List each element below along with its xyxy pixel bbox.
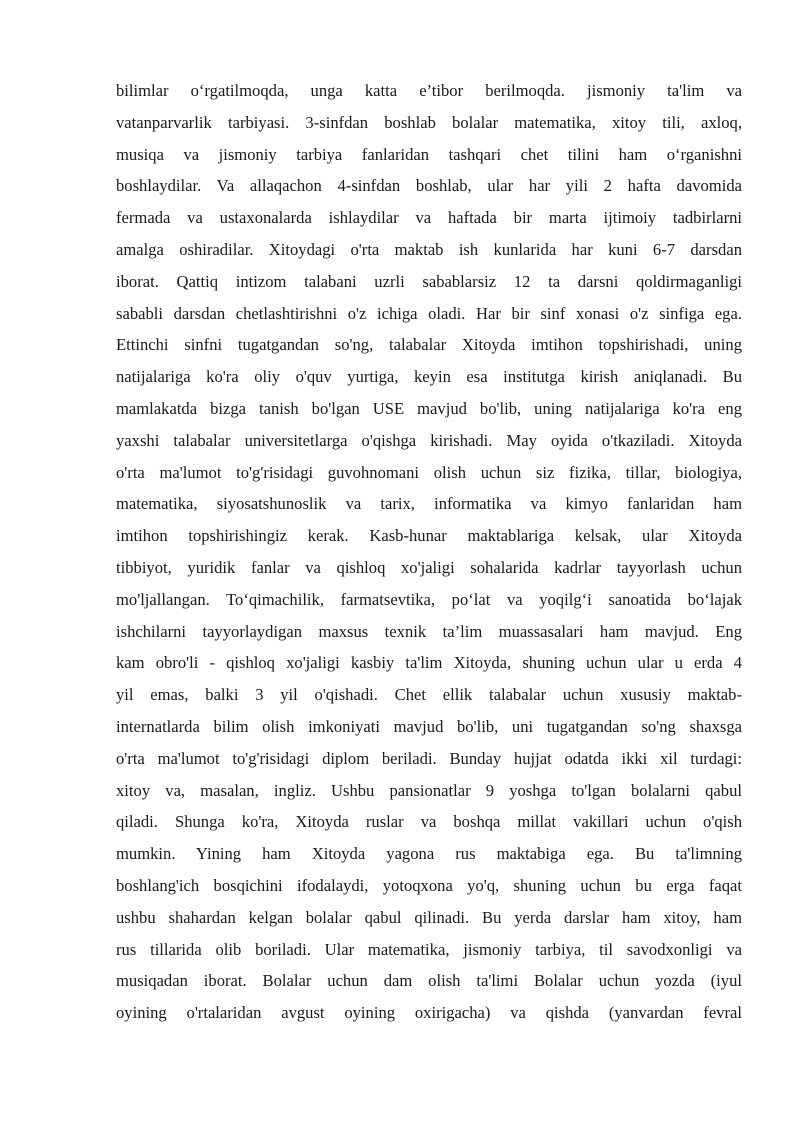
text-line: mumkin. Yining ham Xitoyda yagona rus maktabiga ega. Bu ta'limning	[116, 844, 742, 864]
text-line: Ettinchi sinfni tugatgandan so'ng, talabalar Xitoyda imtihon topshirishadi, uning	[116, 335, 742, 355]
text-line: musiqadan iborat. Bolalar uchun dam olish ta'limi Bolalar uchun yozda (iyul	[116, 971, 742, 991]
text-line: imtihon topshirishingiz kerak. Kasb-hunar maktablariga kelsak, ular Xitoyda	[116, 526, 742, 546]
text-line: boshlang'ich bosqichini ifodalaydi, yotoqxona yo'q, shuning uchun bu erga faqat	[116, 875, 742, 895]
text-line: yaxshi talabalar universitetlarga o'qishga kirishadi. May oyida o'tkaziladi. Xitoyda	[116, 430, 742, 450]
text-line: matematika, siyosatshunoslik va tarix, informatika va kimyo fanlaridan ham	[116, 494, 742, 514]
text-line: natijalariga ko'ra oliy o'quv yurtiga, keyin esa institutga kirish aniqlanadi. Bu	[116, 367, 742, 387]
text-line: qiladi. Shunga ko'ra, Xitoyda ruslar va boshqa millat vakillari uchun o'qish	[116, 812, 742, 832]
text-line: bilimlar o‘rgatilmoqda, unga katta e’tibor berilmoqda. jismoniy ta'lim va	[116, 81, 742, 100]
text-line: o'rta ma'lumot to'g'risidagi guvohnomani olish uchun siz fizika, tillar, biologiya,	[116, 462, 742, 482]
text-line: yil emas, balki 3 yil o'qishadi. Chet ellik talabalar uchun xususiy maktab-	[116, 685, 742, 705]
text-line: oyining o'rtalaridan avgust oyining oxirigacha) va qishda (yanvardan fevral	[116, 1003, 742, 1023]
text-line: ishchilarni tayyorlaydigan maxsus texnik ta’lim muassasalari ham mavjud. Eng	[116, 621, 742, 641]
text-line: kam obro'li - qishloq xo'jaligi kasbiy ta'lim Xitoyda, shuning uchun ular u erda 4	[116, 653, 742, 673]
text-line: mamlakatda bizga tanish bo'lgan USE mavjud bo'lib, uning natijalariga ko'ra eng	[116, 398, 742, 418]
text-line: o'rta ma'lumot to'g'risidagi diplom beriladi. Bunday hujjat odatda ikki xil turdagi:	[116, 748, 742, 768]
text-line: xitoy va, masalan, ingliz. Ushbu pansionatlar 9 yoshga to'lgan bolalarni qabul	[116, 780, 742, 800]
text-line: ushbu shahardan kelgan bolalar qabul qilinadi. Bu yerda darslar ham xitoy, ham	[116, 907, 742, 927]
text-line: mo'ljallangan. To‘qimachilik, farmatsevtika, po‘lat va yoqilg‘i sanoatida bo‘lajak	[116, 589, 742, 609]
text-line: vatanparvarlik tarbiyasi. 3-sinfdan boshlab bolalar matematika, xitoy tili, axloq,	[116, 112, 742, 132]
text-line: iborat. Qattiq intizom talabani uzrli sabablarsiz 12 ta darsni qoldirmaganligi	[116, 271, 742, 291]
text-line: fermada va ustaxonalarda ishlaydilar va haftada bir marta ijtimoiy tadbirlarni	[116, 208, 742, 228]
text-line: sababli darsdan chetlashtirishni o'z ichiga oladi. Har bir sinf xonasi o'z sinfiga ega.	[116, 303, 742, 323]
text-line: amalga oshiradilar. Xitoydagi o'rta maktab ish kunlarida har kuni 6-7 darsdan	[116, 239, 742, 259]
text-line: rus tillarida olib boriladi. Ular matematika, jismoniy tarbiya, til savodxonligi va	[116, 939, 742, 959]
text-line: internatlarda bilim olish imkoniyati mavjud bo'lib, uni tugatgandan so'ng shaxsga	[116, 716, 742, 736]
text-line: boshlaydilar. Va allaqachon 4-sinfdan boshlab, ular har yili 2 hafta davomida	[116, 176, 742, 196]
text-line: tibbiyot, yuridik fanlar va qishloq xo'jaligi sohalarida kadrlar tayyorlash uchun	[116, 557, 742, 577]
body-text	[116, 75, 742, 1029]
text-line: musiqa va jismoniy tarbiya fanlaridan tashqari chet tilini ham o‘rganishni	[116, 144, 742, 164]
